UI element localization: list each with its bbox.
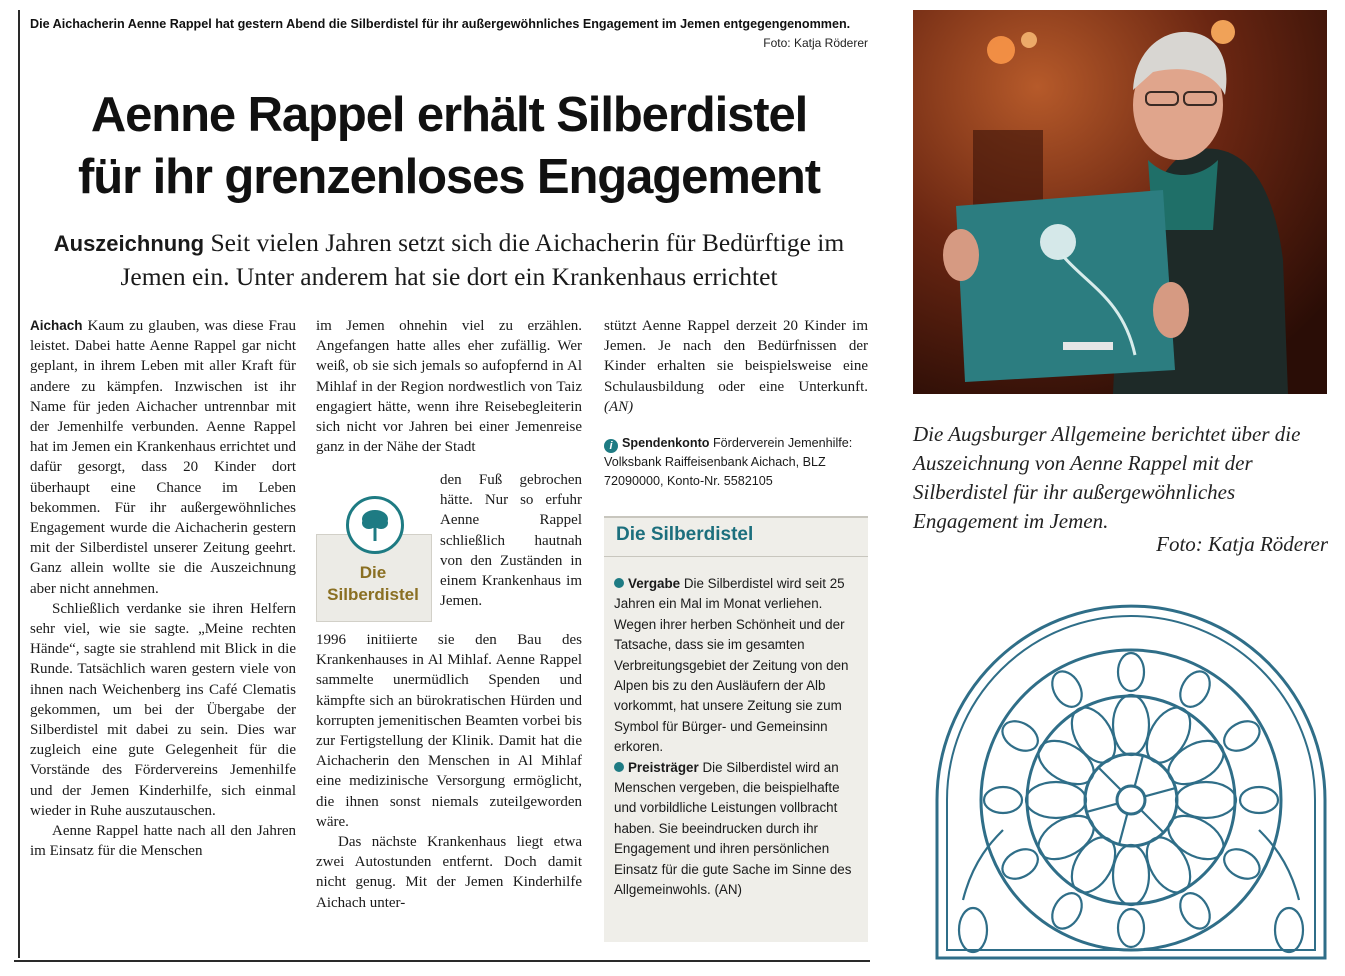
subhead-kicker: Auszeichnung <box>53 231 205 256</box>
donation-account <box>604 434 868 491</box>
logo-line-2: Silberdistel <box>327 585 419 604</box>
col3-signature: (AN) <box>604 398 634 415</box>
preis-text: Die Silberdistel wird an Menschen vergeben, die beispielhafte und vorbildliche Leistungen vollbracht haben. Sie beeindrucken durch ihr Engagement und ihren persönlichen Einsatz für die gute Sache im Sinne des Allgemeinwohls. (AN) <box>614 759 852 898</box>
subhead-text: Seit vielen Jahren setzt sich die Aichacherin für Bedürftige im Jemen ein. Unter anderem hat sie dort ein Krankenhaus errichtet <box>120 228 845 291</box>
col2-wrap-text: den Fuß gebrochen hätte. Nur so erfuhr Aenne Rappel schließlich hautnah von den Zuständen in einem Krankenhaus im Jemen. <box>440 472 582 610</box>
col2-paragraph-1: im Jemen ohnehin viel zu erzählen. Angefangen hatte alles eher zufällig. Wer weiß, ob sie sich jemals so aufopfernd in Al Mihlaf in der Region nordwestlich von Taiz engagiert hätte, wenn ihre Reisebegleiterin sich nicht vor Jahren bei einer Jemenreise ganz in der Nähe der Stadt <box>316 318 582 456</box>
award-photo <box>913 10 1327 394</box>
headline-line-2: für ihr grenzenloses Engagement <box>78 150 820 204</box>
bottom-rule <box>14 960 870 962</box>
col2-paragraph-2: 1996 initiierte sie den Bau des Krankenhauses in Al Mihlaf. Aenne Rappel sammelte unermüdlich Spenden und kämpfte sich an bürokratischen Hürden und korrupten jemenitischen Beamten vorbei bis zur Fertigstellung der Klinik. Damit hat die Aichacherin den Menschen in Al Mihlaf eine medizinische Versorgung ermöglicht, die ihnen sonst niemals zuteilgeworden wäre. <box>316 632 582 830</box>
article-column-3 <box>604 316 868 417</box>
info-box-title: Die Silberdistel <box>616 524 754 545</box>
silberdistel-logo-text <box>316 562 430 606</box>
thistle-emblem-icon <box>346 496 404 554</box>
col1-paragraph-1: Kaum zu glauben, was diese Frau leistet. Dabei hatte Aenne Rappel gar nicht geplant, in ihrem Leben mit aller Kraft für andere zu kämpfen. Inzwischen ist ihr Name für jeden Aichacher untrennbar mit der Jemenhilfe verbunden. Aenne Rappel hat im Jemen ein Krankenhaus errichtet und dafür gesorgt, dass 20 Kinder dort überhaupt eine Chance im Leben bekommen. Für ihr außergewöhnliches Engagement wurde die Aichacherin gestern mit der Silberdistel unserer Zeitung geehrt. Ganz allein wollte sie die Auszeichnung aber nicht annehmen. <box>30 318 296 597</box>
dateline: Aichach <box>30 318 83 333</box>
info-box-body <box>614 574 860 901</box>
headline-line-1: Aenne Rappel erhält Silberdistel <box>90 88 808 142</box>
left-column-rule <box>18 10 20 958</box>
photo-caption: Die Augsburger Allgemeine berichtet über die Auszeichnung von Aenne Rappel mit der Silberdistel für ihr außergewöhnliches Engagement im Jemen. <box>913 422 1301 533</box>
rose-window-ornament <box>933 600 1329 962</box>
col2-paragraph-3: Das nächste Krankenhaus liegt etwa zwei Autostunden entfernt. Doch damit nicht genug. Mit der Jemen Kinderhilfe Aichach unter- <box>316 834 582 911</box>
col1-paragraph-3: Aenne Rappel hatte nach all den Jahren im Einsatz für die Menschen <box>30 823 296 860</box>
article-column-2-bottom <box>316 630 582 913</box>
info-box-divider <box>604 556 868 557</box>
headline <box>30 84 868 208</box>
subheadline <box>30 226 868 293</box>
konto-label: Spendenkonto <box>622 436 710 450</box>
article-column-2 <box>316 316 582 457</box>
konto-text: Förderverein Jemenhilfe: Volksbank Raiffeisenbank Aichach, BLZ 72090000, Konto-Nr. 5582105 <box>604 436 853 488</box>
photo-credit: Foto: Katja Röderer <box>1156 532 1328 556</box>
col3-paragraph-1: stützt Aenne Rappel derzeit 20 Kinder im Jemen. Je nach den Bedürfnissen der Kinder erhalten sie beispielsweise eine Schulausbildung oder eine Unterkunft. <box>604 318 868 395</box>
top-photo-caption: Die Aichacherin Aenne Rappel hat gestern Abend die Silberdistel für ihr außergewöhnliches Engagement im Jemen entgegengenommen. <box>30 17 851 31</box>
vergabe-text: Die Silberdistel wird seit 25 Jahren ein Mal im Monat verliehen. Wegen ihrer herben Schönheit und der Tatsache, dass sie im gesamten Verbreitungsgebiet der Zeitung von den Alpen bis zu den Ausläufern der Alb vorkommt, hat unsere Zeitung sie zum Symbol für Bürger- und Gemeinsinn erkoren. <box>614 576 849 755</box>
bullet-icon <box>614 578 624 588</box>
bullet-icon <box>614 762 624 772</box>
col1-paragraph-2: Schließlich verdanke sie ihren Helfern sehr viel, wie sie sagte. „Meine rechten Hände“, sagte sie strahlend mit Blick in die Runde. Tatsächlich waren gestern viele von ihnen nach Weichenberg ins Café Clematis gekommen, um bei der Übergabe der Silberdistel mit dabei zu sein. Dies war zugleich eine gute Gelegenheit für die Vorstände des Fördervereins Jemenhilfe und der Jemen Kinderhilfe, sich einmal wieder in Ruhe auszutauschen. <box>30 600 296 819</box>
preis-label: Preisträger <box>628 759 699 775</box>
vergabe-label: Vergabe <box>628 576 681 591</box>
logo-line-1: Die <box>359 563 387 582</box>
info-icon: i <box>604 439 618 453</box>
top-photo-credit: Foto: Katja Röderer <box>763 36 868 50</box>
article-column-1 <box>30 316 296 861</box>
